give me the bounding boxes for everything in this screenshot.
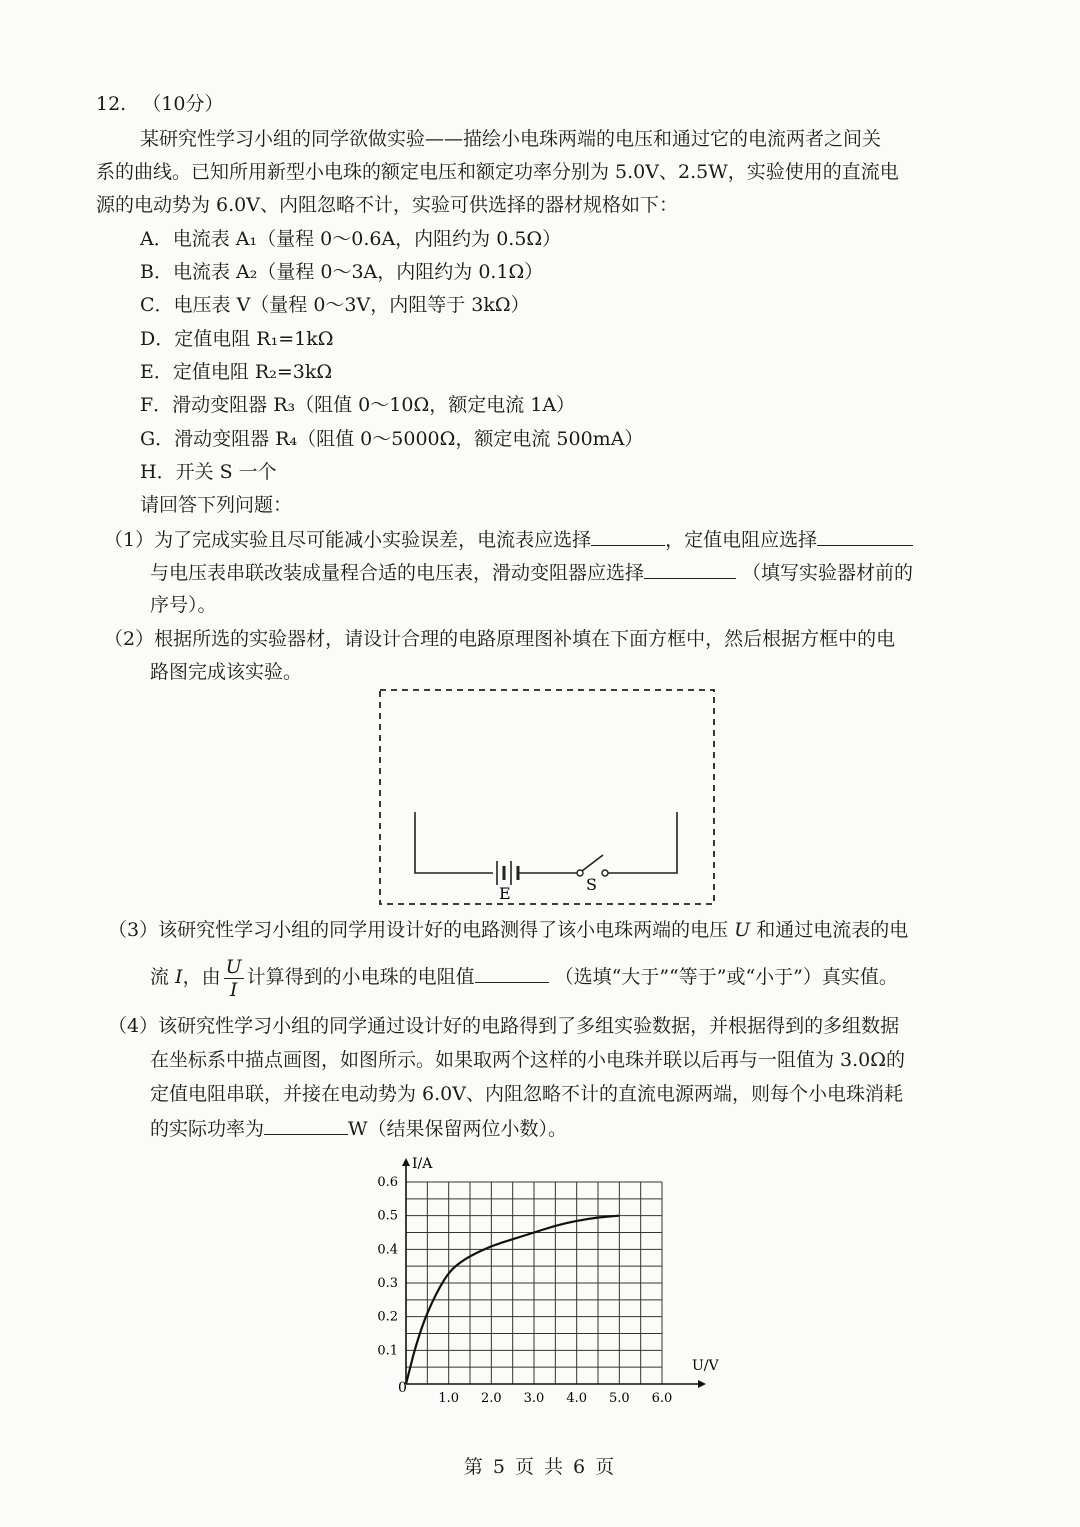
x-axis-label: U/V bbox=[692, 1358, 719, 1374]
circuit-right-wire bbox=[608, 812, 677, 873]
part1-line-3: 序号）。 bbox=[150, 594, 217, 616]
y-axis-arrow bbox=[402, 1158, 410, 1166]
fraction-u-over-i: $\frac{U}{I}$ bbox=[225, 955, 242, 1001]
x-tick-label: 5.0 bbox=[608, 1391, 630, 1406]
option-c: C．电压表 V（量程 0～3V，内阻等于 3kΩ） bbox=[140, 294, 530, 316]
x-tick-label: 6.0 bbox=[651, 1391, 673, 1406]
switch-right-contact bbox=[602, 870, 608, 876]
question-points: （10分） bbox=[142, 93, 224, 115]
dashed-frame bbox=[380, 690, 714, 904]
page-footer: 第 5 页 共 6 页 bbox=[463, 1456, 617, 1478]
blank-resistance-compare[interactable] bbox=[475, 962, 549, 983]
y-tick-label: 0.1 bbox=[377, 1343, 398, 1359]
blank-rheostat[interactable] bbox=[644, 558, 736, 579]
option-g: G．滑动变阻器 R₄（阻值 0～5000Ω，额定电流 500mA） bbox=[140, 428, 644, 450]
symbol-u: U bbox=[734, 919, 751, 941]
y-axis-label: I/A bbox=[412, 1156, 433, 1172]
part4-line-4: 的实际功率为 W（结果保留两位小数）。 bbox=[150, 1114, 567, 1143]
option-f: F．滑动变阻器 R₃（阻值 0～10Ω，额定电流 1A） bbox=[140, 394, 576, 416]
circuit-left-wire bbox=[415, 812, 493, 873]
y-tick-label: 0.4 bbox=[377, 1242, 398, 1258]
x-tick-label: 2.0 bbox=[480, 1391, 502, 1406]
part4-line-2: 在坐标系中描点画图，如图所示。如果取两个这样的小电珠并联以后再与一阻值为 3.0Ω的 bbox=[150, 1049, 906, 1071]
y-tick-label: 0.6 bbox=[377, 1175, 398, 1190]
part3-line-1: （3）该研究性学习小组的同学用设计好的电路测得了该小电珠两端的电压 U 和通过电流表的电 bbox=[108, 919, 909, 941]
prompt: 请回答下列问题： bbox=[140, 494, 293, 516]
blank-ammeter[interactable] bbox=[591, 525, 665, 546]
x-tick-label: 1.0 bbox=[438, 1391, 460, 1406]
part4-line-1: （4）该研究性学习小组的同学通过设计好的电路得到了多组实验数据，并根据得到的多组数据 bbox=[108, 1015, 900, 1037]
y-tick-label: 0.3 bbox=[377, 1276, 398, 1291]
option-b: B．电流表 A₂（量程 0～3A，内阻约为 0.1Ω） bbox=[140, 261, 544, 283]
part1-line-1: （1）为了完成实验且尽可能减小实验误差，电流表应选择 ，定值电阻应选择 bbox=[104, 525, 913, 554]
x-axis-arrow bbox=[698, 1380, 706, 1388]
question-number: 12. bbox=[96, 93, 127, 115]
part1-line-2: 与电压表串联改装成量程合适的电压表，滑动变阻器应选择 （填写实验器材前的 bbox=[150, 558, 913, 587]
y-tick-label: 0.5 bbox=[377, 1208, 398, 1224]
option-e: E．定值电阻 R₂=3kΩ bbox=[140, 361, 333, 383]
y-tick-label: 0.2 bbox=[377, 1309, 398, 1325]
origin-label: 0 bbox=[398, 1380, 407, 1396]
x-tick-label: 4.0 bbox=[566, 1391, 588, 1406]
intro-line-1: 某研究性学习小组的同学欲做实验——描绘小电珠两端的电压和通过它的电流两者之间关 bbox=[140, 128, 882, 150]
option-d: D．定值电阻 R₁=1kΩ bbox=[140, 328, 334, 350]
part3-line-2: 流 I，由 $\frac{U}{I}$ 计算得到的小电珠的电阻值 （选填“大于”“等于”或“小于”）真实值。 bbox=[150, 955, 898, 1001]
blank-resistor[interactable] bbox=[817, 525, 913, 546]
intro-line-3: 源的电动势为 6.0V、内阻忽略不计，实验可供选择的器材规格如下： bbox=[96, 194, 678, 216]
iu-chart bbox=[360, 1148, 720, 1408]
battery-label: E bbox=[499, 884, 511, 903]
intro-line-2: 系的曲线。已知所用新型小电珠的额定电压和额定功率分别为 5.0V、2.5W，实验使用的直流电 bbox=[96, 161, 899, 183]
circuit-design-box[interactable] bbox=[375, 685, 720, 910]
part4-line-3: 定值电阻串联，并接在电动势为 6.0V、内阻忽略不计的直流电源两端，则每个小电珠消耗 bbox=[150, 1083, 903, 1105]
option-h: H．开关 S 一个 bbox=[140, 461, 277, 483]
question-header bbox=[96, 90, 223, 118]
blank-power[interactable] bbox=[264, 1114, 348, 1135]
symbol-i: I bbox=[175, 966, 183, 988]
option-a: A．电流表 A₁（量程 0～0.6A，内阻约为 0.5Ω） bbox=[140, 228, 562, 250]
part2-line-1: （2）根据所选的实验器材，请设计合理的电路原理图补填在下面方框中，然后根据方框中的电 bbox=[104, 628, 896, 650]
switch-label: S bbox=[586, 875, 597, 894]
part2-line-2: 路图完成该实验。 bbox=[150, 661, 303, 683]
switch-blade bbox=[582, 855, 603, 871]
x-tick-label: 3.0 bbox=[523, 1391, 545, 1406]
